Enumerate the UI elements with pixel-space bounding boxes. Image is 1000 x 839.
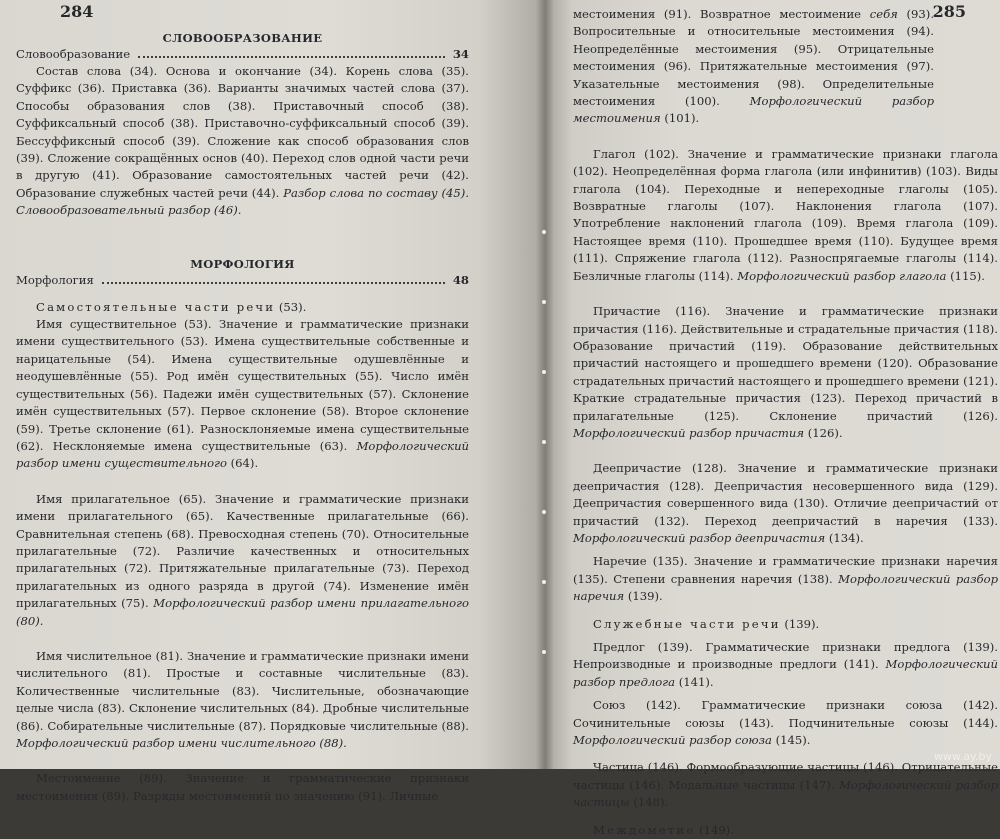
paragraph-text: Имя числительное (81). Значение и грамматические признаки имени числительного (81). Простые и составные числительные (83). Количественные числительные (83). Числительные, обозначающие целые числа (83). Склонение числительных (84). Дробные числительные (86). Собирательные числительные (87). Порядковые числительные (88).	[16, 648, 469, 733]
section-title-morphology: МОРФОЛОГИЯ	[190, 256, 295, 271]
toc-entry-label: Словообразование	[16, 47, 131, 61]
binding-stitch	[542, 510, 546, 514]
paragraph-text: Деепричастие (128). Значение и грамматические признаки деепричастия (128). Деепричастия несовершенного вида (129). Деепричастия совершенного вида (130). Отличие деепричастий от причастий (132). Переход деепричастий в наречия (133).	[573, 461, 998, 528]
paragraph-italic: Морфологический разбор причастия	[573, 425, 805, 440]
paragraph-pronoun: Местоимение (89). Значение и грамматические признаки местоимения (89). Разряды местоимений по значению (91). Личные	[16, 771, 469, 803]
toc-entry-morphology	[16, 272, 469, 289]
paragraph-text: Предлог (139). Грамматические признаки предлога (139). Непроизводные и производные предлоги (141).	[573, 640, 998, 672]
paragraph-text: Частица (146). Формообразующие частицы (146). Отрицательные частицы (146). Модальные частицы (147).	[573, 760, 998, 792]
section-title-word-formation: СЛОВООБРАЗОВАНИЕ	[162, 31, 323, 45]
paragraph-end: (115).	[950, 268, 985, 283]
toc-entry-label: Морфология	[16, 272, 94, 287]
binding-stitch	[542, 230, 546, 234]
paragraph-word-formation	[16, 63, 469, 220]
subheading-page: (139).	[780, 616, 820, 631]
watermark: www.ay.by	[933, 749, 992, 763]
subheading-service-parts	[573, 616, 998, 633]
paragraph-italic: Морфологический разбор деепричастия	[573, 530, 826, 545]
paragraph-text: Имя прилагательное (65). Значение и грамматические признаки имени прилагательного (65). Качественные прилагательные (66). Сравнительная степень (68). Превосходная степень (70). Относительные прилагательные (72). Различие качественных и относительных прилагательных (72). Притяжательные прилагательные (73). Переход прилагательных из одного разряда в другой (74). Изменение имён прилагательных (75).	[16, 491, 469, 611]
paragraph-italic: Морфологический разбор частицы	[573, 777, 998, 810]
paragraph-pronoun-cont	[573, 6, 998, 128]
paragraph-italic-word: себя	[869, 7, 898, 21]
toc-entry-page: 48	[452, 272, 469, 287]
paragraph-end: (64).	[230, 456, 259, 471]
toc-entry-word-formation	[16, 46, 469, 63]
paragraph-text: местоимения (91). Возвратное местоимение	[573, 7, 862, 21]
binding-stitch	[542, 440, 546, 444]
paragraph-noun	[16, 316, 469, 473]
paragraph-text: Глагол (102). Значение и грамматические признаки глагола (102). Неопределённая форма глагола (или инфинитив) (103). Виды глагола (104). Переходные и непереходные глаголы (105). Возвратные глаголы (107). Наклонения глагола (107). Употребление наклонений глагола (109). Время глагола (109). Настоящее время (110). Прошедшее время (110). Будущее время (111). Спряжение глагола (112). Разноспрягаемые глаголы (114). Безличные глаголы (114).	[573, 146, 998, 283]
paragraph-text: Имя существительное (53). Значение и грамматические признаки имени существительного (53). Имена существительные собственные и нарицательные (54). Имена существительные одушевлённые и неодушевлённые (55). Род имён существительных (55). Число имён существительных (56). Падежи имён существительных (57). Склонение имён существительных (57). Первое склонение (58). Второе склонение (59). Третье склонение (61). Разносклоняемые имена существительные (62). Несклоняемые имена существительные (63).	[16, 317, 469, 453]
paragraph-end: (148).	[633, 795, 669, 810]
subheading-text: Самостоятельные части речи	[36, 299, 276, 314]
leader-dots	[138, 56, 445, 58]
paragraph-italic: Морфологический разбор имени прилагательного (80).	[16, 596, 469, 628]
paragraph-preposition	[573, 639, 998, 691]
paragraph-verb	[573, 146, 998, 285]
page-number-left: 284	[60, 2, 94, 21]
paragraph-end: (126).	[807, 425, 843, 440]
subheading-text: Служебные части речи	[593, 616, 781, 631]
paragraph-italic: Морфологический разбор имени существительного	[16, 438, 470, 471]
paragraph-end: (134).	[828, 530, 864, 545]
paragraph-italic: Морфологический разбор наречия	[573, 571, 999, 604]
paragraph-italic: Разбор слова по составу (45). Словообразовательный разбор (46).	[16, 185, 469, 218]
paragraph-gerund	[573, 460, 998, 547]
paragraph-italic: Морфологический разбор предлога	[573, 657, 998, 689]
right-page	[545, 0, 1000, 837]
page-number-right: 285	[932, 2, 966, 21]
paragraph-text: Наречие (135). Значение и грамматические признаки наречия (135). Степени сравнения наречия (138).	[573, 554, 998, 586]
paragraph-end: (101).	[664, 111, 700, 126]
paragraph-italic: Морфологический разбор имени числительного (88).	[16, 736, 347, 750]
paragraph-conjunction	[573, 697, 998, 749]
binding-stitch	[542, 650, 546, 654]
paragraph-end: (141).	[678, 674, 714, 689]
paragraph-text: Союз (142). Грамматические признаки союза (142). Сочинительные союзы (143). Подчинительные союзы (144).	[573, 698, 998, 730]
paragraph-text: Причастие (116). Значение и грамматические признаки причастия (116). Действительные и страдательные причастия (118). Образование причастий (119). Образование действительных причастий настоящего и прошедшего времени (120). Образование страдательных причастий настоящего и прошедшего времени (121). Краткие страдательные причастия (123). Переход причастий в прилагательные (125). Склонение причастий (126).	[573, 304, 998, 423]
binding-stitch	[542, 300, 546, 304]
paragraph-italic: Морфологический разбор местоимения	[573, 94, 935, 126]
paragraph-adverb	[573, 553, 998, 605]
toc-entry-page: 34	[452, 47, 469, 61]
paragraph-end: (139).	[627, 589, 663, 604]
subheading-text: Междометие	[593, 822, 696, 837]
paragraph-participle	[573, 303, 998, 442]
paragraph-end: (145).	[775, 733, 811, 748]
leader-dots	[102, 282, 445, 284]
paragraph-numeral	[16, 648, 469, 752]
binding-stitch	[542, 580, 546, 584]
subheading-interjection	[573, 822, 998, 839]
paragraph-italic: Морфологический разбор глагола	[737, 268, 947, 283]
subheading-page: (149).	[695, 822, 734, 837]
subheading-independent-parts	[16, 299, 469, 316]
paragraph-text: Состав слова (34). Основа и окончание (34). Корень слова (35). Суффикс (36). Приставка (36). Варианты значимых частей слова (37). Способы образования слов (38). Приставочный способ (38). Суффиксальный способ (38). Приставочно-суффиксальный способ (39). Бессуффиксный способ (39). Сложение как способ образования слов (39). Сложение сокращённых основ (40). Переход слов одной части речи в другую (41). Образование самостоятельных частей речи (42). Образование служебных частей речи (44).	[16, 64, 469, 200]
paragraph-text: (93). Вопросительные и относительные местоимения (94). Неопределённые местоимения (95). Отрицательные местоимения (96). Притяжательные местоимения (97). Указательные местоимения (98). Определительные местоимения (100).	[573, 7, 934, 109]
paragraph-particle	[573, 759, 998, 811]
subheading-page: (53).	[275, 299, 307, 314]
paragraph-adjective	[16, 491, 469, 630]
binding-stitch	[542, 370, 546, 374]
paragraph-italic: Морфологический разбор союза	[573, 733, 772, 748]
